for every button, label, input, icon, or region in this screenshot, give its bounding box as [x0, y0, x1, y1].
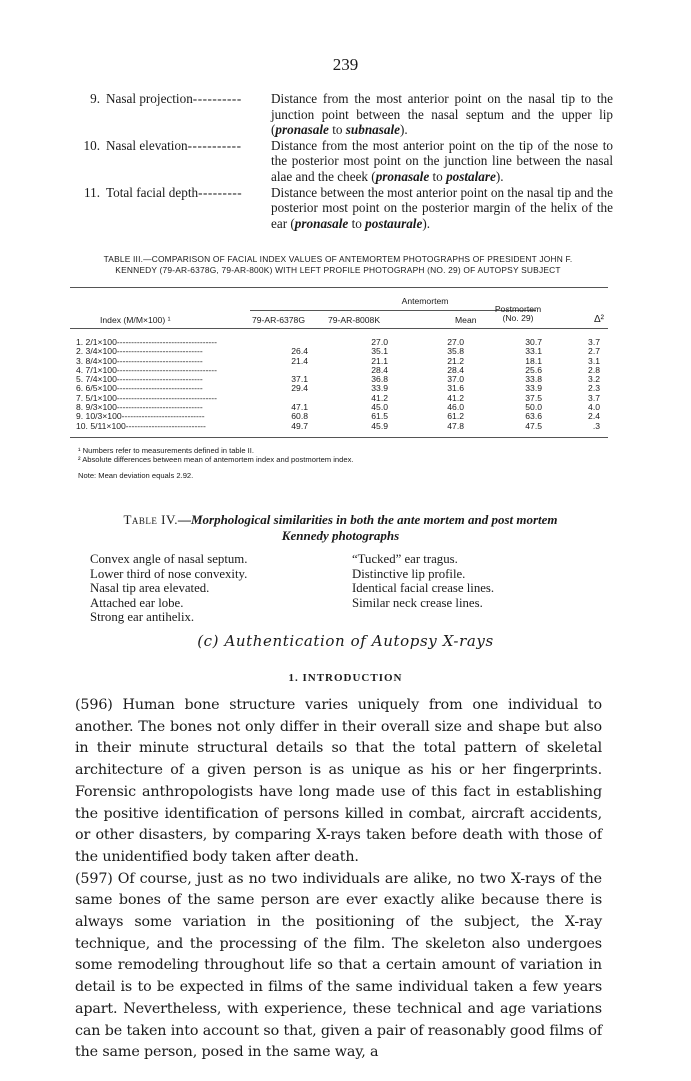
table-row: 2. 3/4×100------------------------------ 26.4 35.1 35.8 33.1 2.7	[76, 346, 600, 357]
table-row: 10. 5/11×100---------------------------- 49.7 45.9 47.8 47.5 .3	[76, 420, 600, 431]
table3-footnotes	[70, 446, 608, 480]
table-row: 7. 5/1×100----------------------------------- 41.2 41.2 37.5 3.7	[76, 392, 600, 403]
list-item: Nasal tip area elevated.	[90, 581, 210, 596]
page-number: 239	[332, 55, 359, 74]
definition-term-label: Nasal elevation	[106, 137, 188, 153]
dot-leader: -----------	[187, 137, 242, 153]
definition-number: 11.	[84, 184, 100, 200]
definition-item	[78, 91, 613, 138]
definition-description: Distance from the most anterior point on the tip of the nose to the posterior most point on the junction line between the nasal alae and the cheek (pronasale to postalare).	[271, 137, 613, 184]
definition-item	[78, 185, 613, 232]
table4-caption: Table IV.—Morphological similarities in both the ante mortem and post mortem Kennedy photographs	[123, 512, 558, 543]
column-header-photo-6378g: 79-AR-6378G	[252, 315, 306, 325]
subsection-title: 1. INTRODUCTION	[288, 672, 403, 684]
column-header-delta: Δ²	[593, 314, 604, 325]
list-item: Strong ear antihelix.	[90, 610, 195, 625]
body-text	[75, 695, 602, 1064]
table-row: 8. 9/3×100------------------------------ 47.1 45.0 46.0 50.0 4.0	[76, 402, 600, 413]
definition-description: Distance between the most anterior point on the nasal tip and the posterior most point on the posterior margin of the helix of the ear (pronasale to postaurale).	[271, 184, 613, 231]
footnote-2: ² Absolute differences between mean of antemortem index and postmortem index.	[78, 454, 354, 464]
column-header-postmortem: Postmortem (No. 29)	[494, 304, 542, 323]
list-item: Convex angle of nasal septum.	[90, 552, 248, 566]
table3-caption: TABLE III.—COMPARISON OF FACIAL INDEX VALUES OF ANTEMORTEM PHOTOGRAPHS OF PRESIDENT JOHN F. KENNEDY (79-AR-6378G, 79-AR-800K) WITH LEFT PROFILE PHOTOGRAPH (NO. 29) OF AUTOPSY SUBJECT	[103, 254, 573, 275]
table4-column-left	[90, 552, 352, 625]
column-header-index: Index (M/M×100) ¹	[100, 315, 171, 325]
paragraph-597: (597) Of course, just as no two individuals are alike, no two X-rays of the same bones of the same person are ever exactly alike because there is always some variation in the positioning of the subject, the X-ray technique, and the processing of the film. The skeleton also undergoes some remodeling throughout life so that a certain amount of variation in detail is to be expected in films of the same individual taken a few years apart. Nevertheless, with experience, these technical and age variations can be taken into account so that, given a pair of reasonably good films of the same person, posed in the same way, a	[75, 870, 602, 1061]
dot-leader: ---------	[198, 184, 243, 200]
definition-description: Distance from the most anterior point on the nasal tip to the junction point between the nasal septum and the upper lip (pronasale to subnasale).	[271, 91, 613, 138]
list-item: “Tucked” ear tragus.	[352, 552, 458, 566]
footnote-1: ¹ Numbers refer to measurements defined in table II.	[78, 445, 255, 455]
definition-number: 9.	[90, 91, 100, 106]
definition-term	[78, 185, 271, 232]
list-item: Lower third of nose convexity.	[90, 566, 248, 581]
table4-list	[90, 552, 610, 625]
table3-header	[70, 288, 608, 328]
measurement-definitions	[78, 91, 613, 231]
column-header-mean: Mean	[455, 315, 477, 325]
definition-term	[78, 138, 271, 185]
paragraph-596: (596) Human bone structure varies uniquely from one individual to another. The bones not only differ in their overall size and shape but also in their minute structural details so that the total pattern of skeletal architecture of a given person is as unique as his or her fingerprints. Forensic anthropologists have long made use of this fact in establishing the positive identification of persons killed in combat, aircraft accidents, or other disasters, by comparing X-rays taken before death with those of the unidentified body taken after death.	[75, 697, 602, 865]
antemortem-group-header: Antemortem	[401, 296, 449, 306]
table3	[70, 287, 608, 480]
table-row: 3. 8/4×100------------------------------ 21.4 21.1 21.2 18.1 3.1	[76, 355, 600, 366]
table-row: 4. 7/1×100----------------------------------- 28.4 28.4 25.6 2.8	[76, 364, 600, 375]
definition-term	[78, 91, 271, 138]
table-row: 5. 7/4×100------------------------------ 37.1 36.8 37.0 33.8 3.2	[76, 374, 600, 385]
table4-column-right	[352, 552, 610, 625]
list-item: Distinctive lip profile.	[352, 566, 466, 581]
section-title: (c) Authentication of Autopsy X-rays	[197, 632, 494, 650]
definition-number: 10.	[83, 137, 100, 153]
table-row: 6. 6/5×100------------------------------ 29.4 33.9 31.6 33.9 2.3	[76, 383, 600, 394]
column-header-photo-8008k: 79-AR-8008K	[328, 315, 381, 325]
table3-body	[70, 329, 608, 437]
list-item: Attached ear lobe.	[90, 595, 184, 610]
definition-term-label: Total facial depth	[106, 184, 199, 200]
list-item: Similar neck crease lines.	[352, 595, 483, 610]
definition-item	[78, 138, 613, 185]
table-bottom-rule	[70, 437, 608, 438]
list-item: Identical facial crease lines.	[352, 581, 495, 596]
table-note: Note: Mean deviation equals 2.92.	[78, 470, 194, 480]
table-row: 1. 2/1×100----------------------------------- 27.0 27.0 30.7 3.7	[76, 337, 600, 347]
table-row: 9. 10/3×100----------------------------- 60.8 61.5 61.2 63.6 2.4	[76, 411, 600, 422]
dot-leader: ----------	[192, 91, 242, 106]
definition-term-label: Nasal projection	[106, 91, 193, 106]
